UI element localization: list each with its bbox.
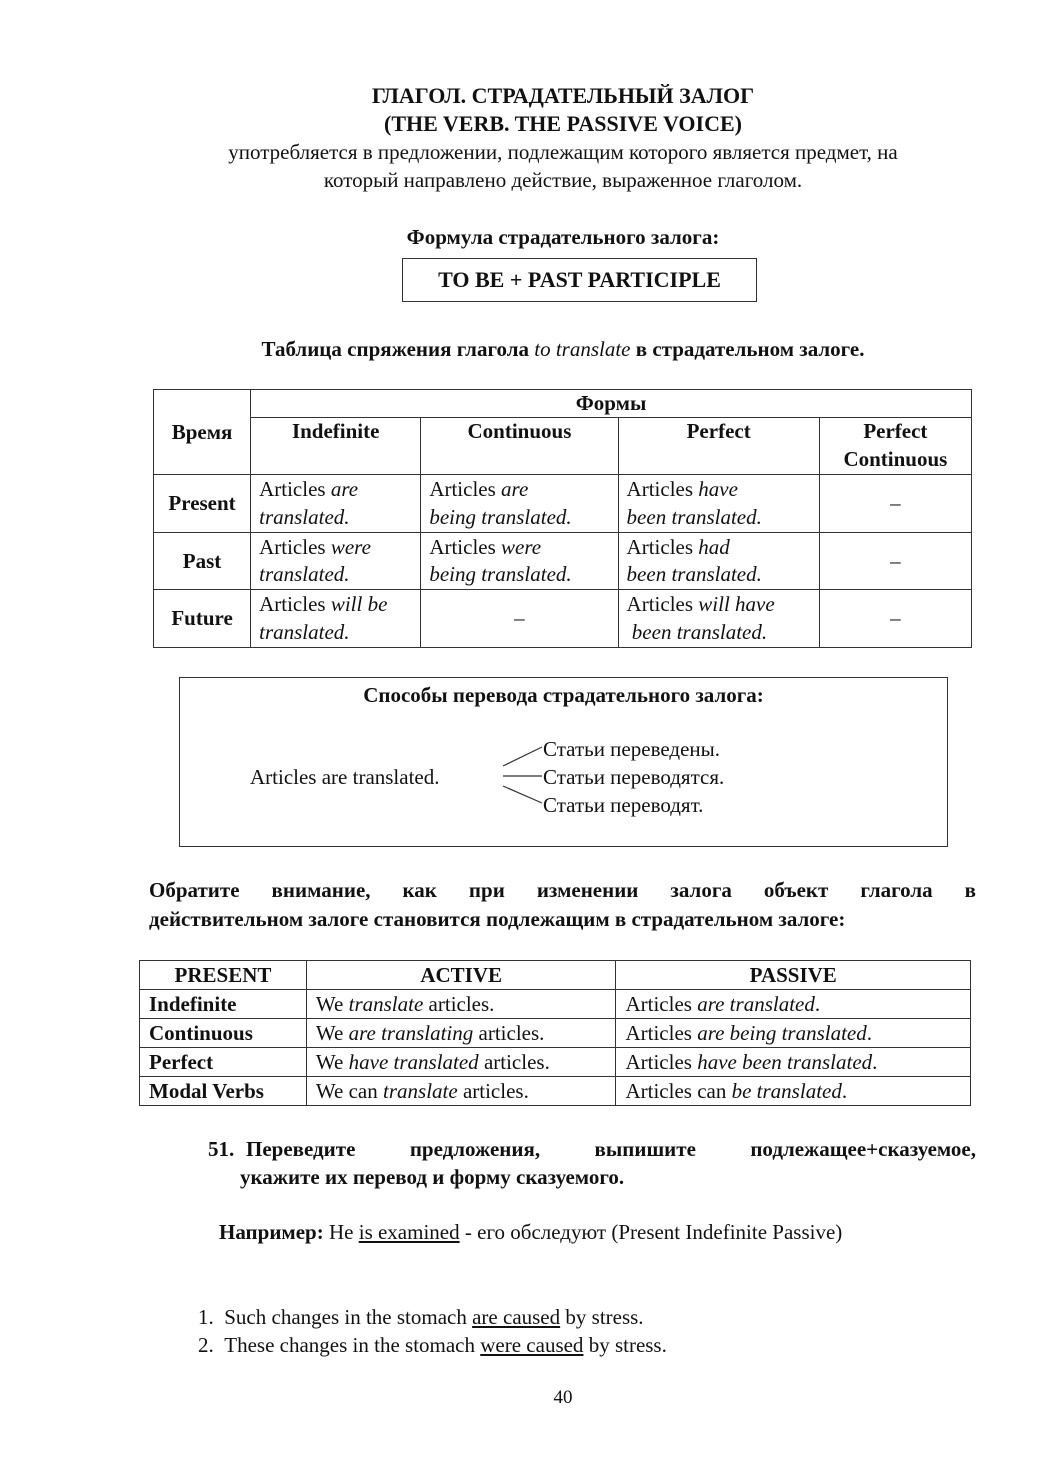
column-header-active: ACTIVE xyxy=(306,961,616,990)
table-row xyxy=(154,532,972,590)
voice-comparison-table xyxy=(139,960,971,1106)
conjugation-heading-verb: to translate xyxy=(534,337,631,361)
row-label-future: Future xyxy=(154,590,251,648)
table-row xyxy=(140,1019,971,1048)
row-label: Perfect xyxy=(140,1048,307,1077)
translation-option-2: Статьи переводятся. xyxy=(543,765,725,789)
active-cell: We can translate articles. xyxy=(306,1077,616,1106)
note-line2: действительном залоге становится подлежащим в страдательном залоге: xyxy=(149,907,846,931)
table-cell: Articles had been translated. xyxy=(618,532,819,590)
title-description-line2: который направлено действие, выраженное глаголом. xyxy=(323,168,803,192)
conjugation-heading-pre: Таблица спряжения глагола xyxy=(261,337,535,361)
table-row xyxy=(154,475,972,533)
list-item: 1. Such changes in the stomach are caused by stress. xyxy=(198,1305,644,1329)
note-line1: Обратите внимание, как при изменении залога объект глагола в xyxy=(149,878,976,902)
list-item: 2. These changes in the stomach were caused by stress. xyxy=(198,1333,667,1357)
table-cell: Articles have been translated. xyxy=(618,475,819,533)
table-cell-empty: – xyxy=(421,590,618,648)
translation-ways-heading: Способы перевода страдательного залога: xyxy=(363,683,764,707)
column-header-indefinite: Indefinite xyxy=(251,418,421,475)
title-description-line1: употребляется в предложении, подлежащим которого является предмет, на xyxy=(228,140,898,164)
column-header-continuous: Continuous xyxy=(421,418,618,475)
example-label: Например: xyxy=(219,1220,324,1244)
table-cell: Articles are translated. xyxy=(251,475,421,533)
column-header-passive: PASSIVE xyxy=(616,961,971,990)
title-en: (THE VERB. THE PASSIVE VOICE) xyxy=(384,111,742,136)
column-header-perfect-continuous: Perfect Continuous xyxy=(819,418,971,475)
table-cell: Articles are being translated. xyxy=(421,475,618,533)
formula-heading: Формула страдательного залога: xyxy=(406,225,720,249)
table-cell: Articles were being translated. xyxy=(421,532,618,590)
column-header-perfect: Perfect xyxy=(618,418,819,475)
table-row xyxy=(140,1048,971,1077)
table-cell-empty: – xyxy=(819,590,971,648)
branch-lines-icon xyxy=(500,738,546,808)
translation-ways-box xyxy=(179,677,948,847)
title-ru: ГЛАГОЛ. СТРАДАТЕЛЬНЫЙ ЗАЛОГ xyxy=(371,83,755,108)
example-predicate: is examined xyxy=(358,1220,460,1244)
table-cell: Articles will have been translated. xyxy=(618,590,819,648)
translation-source-sentence: Articles are translated. xyxy=(250,765,440,789)
active-cell: We have translated articles. xyxy=(306,1048,616,1077)
active-cell: We are translating articles. xyxy=(306,1019,616,1048)
passive-cell: Articles have been translated. xyxy=(616,1048,971,1077)
table-cell: Articles were translated. xyxy=(251,532,421,590)
table-cell-empty: – xyxy=(819,475,971,533)
row-label: Indefinite xyxy=(140,990,307,1019)
row-label: Continuous xyxy=(140,1019,307,1048)
row-label-present: Present xyxy=(154,475,251,533)
active-cell: We translate articles. xyxy=(306,990,616,1019)
table-cell: Articles will be translated. xyxy=(251,590,421,648)
conjugation-heading xyxy=(0,336,1039,363)
translation-option-3: Статьи переводят. xyxy=(543,793,704,817)
exercise-example: Например: He is examined - его обследуют (Present Indefinite Passive) xyxy=(219,1220,843,1244)
row-label-past: Past xyxy=(154,532,251,590)
column-header-time: Время xyxy=(154,390,251,475)
exercise-instruction-line1: Переведите предложения, выпишите подлежащее+сказуемое, xyxy=(246,1137,976,1161)
table-row xyxy=(140,1077,971,1106)
table-cell-empty: – xyxy=(819,532,971,590)
conjugation-heading-post: в страдательном залоге. xyxy=(630,337,865,361)
column-header-forms: Формы xyxy=(251,390,972,418)
passive-cell: Articles are being translated. xyxy=(616,1019,971,1048)
table-row xyxy=(140,990,971,1019)
exercise-instruction-line2: укажите их перевод и форму сказуемого. xyxy=(240,1165,625,1189)
translation-option-1: Статьи переведены. xyxy=(543,737,721,761)
passive-cell: Articles are translated. xyxy=(616,990,971,1019)
row-label: Modal Verbs xyxy=(140,1077,307,1106)
column-header-present: PRESENT xyxy=(140,961,307,990)
conjugation-table xyxy=(153,389,972,648)
passive-cell: Articles can be translated. xyxy=(616,1077,971,1106)
page-number: 40 xyxy=(553,1387,573,1408)
table-row xyxy=(154,590,972,648)
exercise-number: 51. xyxy=(208,1137,235,1161)
formula-box: TO BE + PAST PARTICIPLE xyxy=(402,258,757,302)
